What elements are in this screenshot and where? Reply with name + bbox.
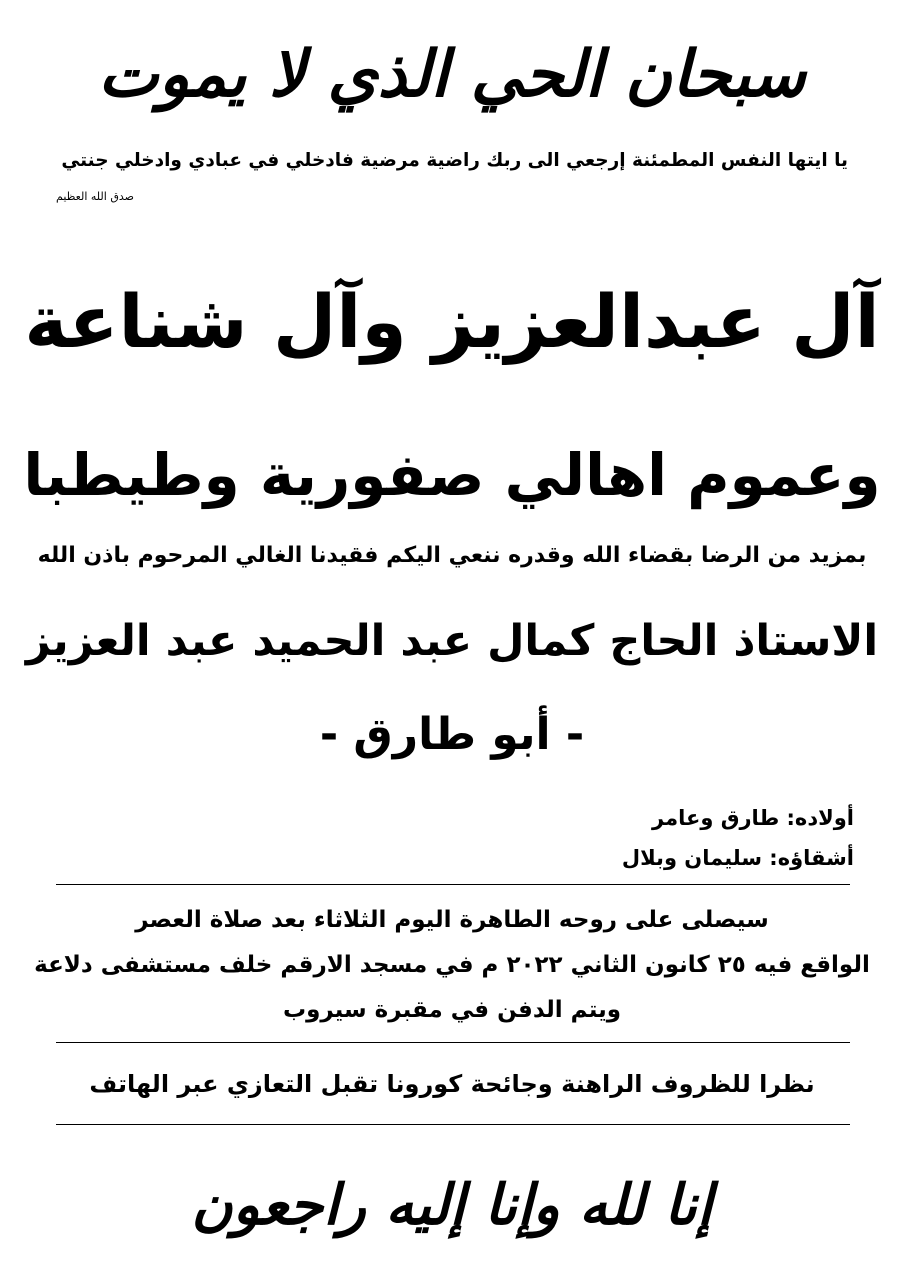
announcement-intro: بمزيد من الرضا بقضاء الله وقدره ننعي اليكم فقيدنا الغالي المرحوم باذن الله [37, 543, 867, 568]
divider [56, 1042, 850, 1043]
relatives-list [622, 798, 854, 878]
relatives-sons: أولاده: طارق وعامر [652, 806, 854, 830]
funeral-line: سيصلى على روحه الطاهرة اليوم الثلاثاء بعد صلاة العصر [135, 907, 769, 933]
relatives-brothers: أشقاؤه: سليمان وبلال [621, 846, 854, 870]
footer-calligraphy: إنا لله وإنا إليه راجعون [191, 1172, 713, 1238]
villages-subtitle: وعموم اهالي صفورية وطيطبا [23, 441, 881, 509]
divider [56, 1124, 850, 1125]
funeral-details [0, 898, 904, 1033]
divider [56, 884, 850, 885]
funeral-line: الواقع فيه ٢٥ كانون الثاني ٢٠٢٢ م في مسجد الارقم خلف مستشفى دلاعة [34, 952, 870, 978]
condolence-notice: نظرا للظروف الراهنة وجائحة كورونا تقبل التعازي عبر الهاتف [89, 1070, 815, 1098]
families-title: آل عبدالعزيز وآل شناعة [24, 280, 880, 365]
deceased-name: الاستاذ الحاج كمال عبد الحميد عبد العزيز [25, 616, 879, 666]
verse-source: صدق الله العظيم [56, 190, 134, 203]
deceased-nickname: - أبو طارق - [319, 709, 585, 760]
quran-verse: يا ايتها النفس المطمئنة إرجعي الى ربك راضية مرضية فادخلي في عبادي وادخلي جنتي [61, 150, 848, 171]
header-calligraphy: سبحان الحي الذي لا يموت [98, 37, 806, 112]
funeral-line: ويتم الدفن في مقبرة سيروب [282, 997, 622, 1023]
